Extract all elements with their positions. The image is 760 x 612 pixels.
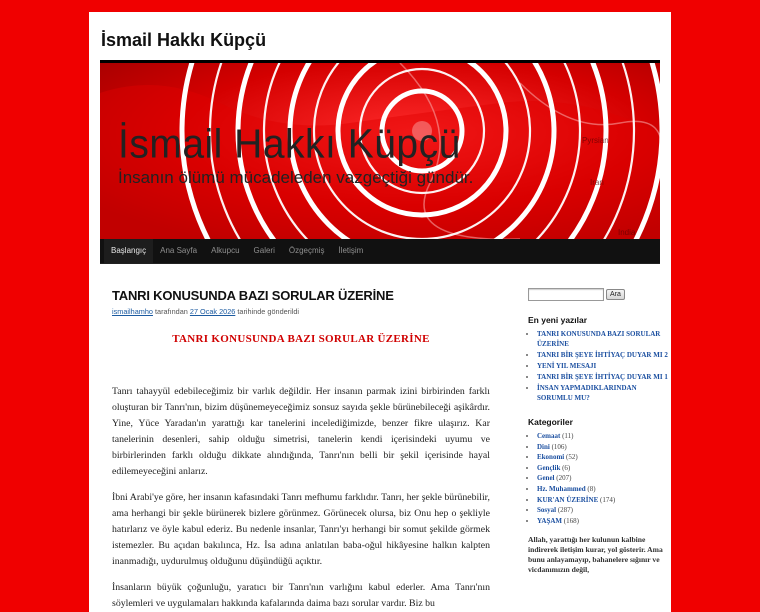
date-link[interactable]: 27 Ocak 2026 bbox=[189, 307, 236, 316]
categories-title: Kategoriler bbox=[528, 417, 573, 427]
category-item bbox=[537, 473, 668, 484]
category-link[interactable]: Dini bbox=[537, 442, 550, 451]
recent-post-link[interactable]: ▪ TANRI BİR ŞEYE İHTİYAÇ DUYAR MI 1 bbox=[537, 372, 668, 382]
category-link[interactable]: Hz. Muhammed bbox=[537, 484, 586, 493]
category-count: (106) bbox=[551, 442, 567, 451]
category-item bbox=[537, 431, 668, 442]
nav-item-iletisim[interactable]: İletişim bbox=[338, 246, 364, 255]
category-link[interactable]: KUR'AN ÜZERİNE bbox=[537, 495, 599, 504]
post-body bbox=[112, 333, 490, 612]
category-link[interactable]: Genel bbox=[537, 474, 555, 483]
recent-posts-widget bbox=[528, 315, 668, 403]
search-button[interactable]: Ara bbox=[606, 289, 625, 300]
recent-post-link[interactable]: ▪ TANRI KONUSUNDA BAZI SORULAR ÜZERİNE bbox=[537, 329, 668, 349]
site-title[interactable]: İsmail Hakkı Küpçü bbox=[101, 30, 267, 50]
category-item bbox=[537, 495, 668, 506]
category-item bbox=[537, 516, 668, 527]
post-paragraph: İnsanların büyük çoğunluğu, yaratıcı bir Tanrı'nın varlığını kabul ederler. Ama Tanrı'nın söylemleri ve uygulamaları hakkında kafalarında daima bazı sorular vardır. Biz bu bbox=[112, 582, 490, 609]
banner-subtitle: İnsanın ölümü mücadeleden vazgeçtiği gündür. bbox=[118, 168, 474, 187]
map-label: India bbox=[618, 228, 636, 237]
recent-post-link[interactable]: ▪ TANRI BİR ŞEYE İHTİYAÇ DUYAR MI 2 bbox=[537, 350, 668, 360]
post-paragraph: İbni Arabi'ye göre, her insanın kafasındaki Tanrı mefhumu farklıdır. Tanrı, her şekle bürünebilir, ama herhangi bir şekle bürünerek bizlere görünmez. Görünecek olursa, biz Onu hep o şekliyle hatırlarız ve öyle kabul ederiz. Bu nedenle insanlar, Tanrı'yı herhangi bir somut şekilde görmek istemezler. Bu açıdan bakılınca, Hz. İsa adına anlatılan baba-oğul hikâyesine halkın kalpten inanmadığı, uydurulmuş olduğunu düşündüğü açıktır. bbox=[112, 492, 490, 567]
nav-item-galeri[interactable]: Galeri bbox=[253, 246, 275, 255]
post-heading: TANRI KONUSUNDA BAZI SORULAR ÜZERİNE bbox=[172, 333, 430, 345]
main-navigation bbox=[100, 239, 660, 264]
search-input[interactable] bbox=[528, 288, 604, 301]
category-link[interactable]: Cemaat bbox=[537, 432, 561, 440]
nav-item-alkupcu[interactable]: Alkupcu bbox=[211, 246, 240, 255]
post-title[interactable]: TANRI KONUSUNDA BAZI SORULAR ÜZERİNE bbox=[112, 288, 394, 303]
category-count: (52) bbox=[565, 453, 578, 462]
map-label: Pyrsian bbox=[582, 136, 609, 145]
post-meta bbox=[112, 307, 490, 316]
category-item bbox=[537, 452, 668, 463]
post-paragraph: Tanrı tahayyül edebileceğimiz bir varlık değildir. Her insanın parmak izini birbirinden farklı oluşturan bir Tanrı'nın, bizim düşünemeyeceğimiz sonsuz sayıda şekle bürünebileceği aşikârdır. Yine, Yüce Yaradan'ın yarattığı kar tanelerini incelediğimizde, benzer fikre ulaşırız. Kar tanelerinin desenleri, sahip olduğu simetrisi, tanelerin kendi içerisindeki uyumu ve birbirlerinden farklı olduğu dikkate alındığında, Tanrı'nın belli bir şekil içerisinde hayal edilemeyeceğini anlarız. bbox=[112, 386, 490, 477]
nav-item-ozgecmis[interactable]: Özgeçmiş bbox=[288, 246, 325, 255]
category-link[interactable]: Gençlik bbox=[537, 463, 561, 472]
nav-item-ana-sayfa[interactable]: Ana Sayfa bbox=[160, 246, 198, 255]
category-count: (174) bbox=[600, 495, 616, 504]
category-count: (287) bbox=[557, 506, 573, 515]
author-link[interactable]: ismailhamho bbox=[112, 307, 153, 316]
category-link[interactable]: Ekonomi bbox=[537, 453, 565, 462]
page-container bbox=[89, 12, 671, 612]
sidebar bbox=[528, 288, 668, 575]
meta-posted-text: tarihinde gönderildi bbox=[237, 307, 300, 316]
category-count: (168) bbox=[563, 516, 579, 525]
categories-widget bbox=[528, 417, 668, 526]
category-count: (6) bbox=[562, 463, 571, 472]
recent-post-link[interactable]: ▪ İNSAN YAPMADIKLARINDAN SORUMLU MU? bbox=[537, 383, 668, 403]
category-count: (207) bbox=[556, 474, 572, 483]
main-content bbox=[112, 277, 490, 612]
recent-post-link[interactable]: ▪ YENİ YIL MESAJI bbox=[537, 361, 668, 371]
category-link[interactable]: Sosyal bbox=[537, 506, 557, 515]
sidebar-quote: Allah, yarattığı her kulunun kalbine indirerek iletişim kurar, yol gösterir. Ama bunu anlayamayıp, bahanelere sığınır ve vicdanımızın değil, bbox=[528, 535, 663, 575]
category-count: (8) bbox=[587, 484, 596, 493]
category-link[interactable]: YAŞAM bbox=[537, 516, 563, 525]
header-banner bbox=[100, 60, 660, 239]
meta-by-text: tarafından bbox=[155, 307, 188, 316]
category-item bbox=[537, 442, 668, 453]
search-form bbox=[528, 288, 668, 301]
banner-title: İsmail Hakkı Küpçü bbox=[118, 121, 461, 168]
map-label: Iran bbox=[590, 178, 604, 187]
category-item bbox=[537, 505, 668, 516]
category-item bbox=[537, 463, 668, 474]
nav-item-baslangic[interactable]: Başlangıç bbox=[104, 239, 153, 263]
category-count: (11) bbox=[562, 432, 574, 440]
recent-posts-title: En yeni yazılar bbox=[528, 315, 588, 325]
category-item bbox=[537, 484, 668, 495]
